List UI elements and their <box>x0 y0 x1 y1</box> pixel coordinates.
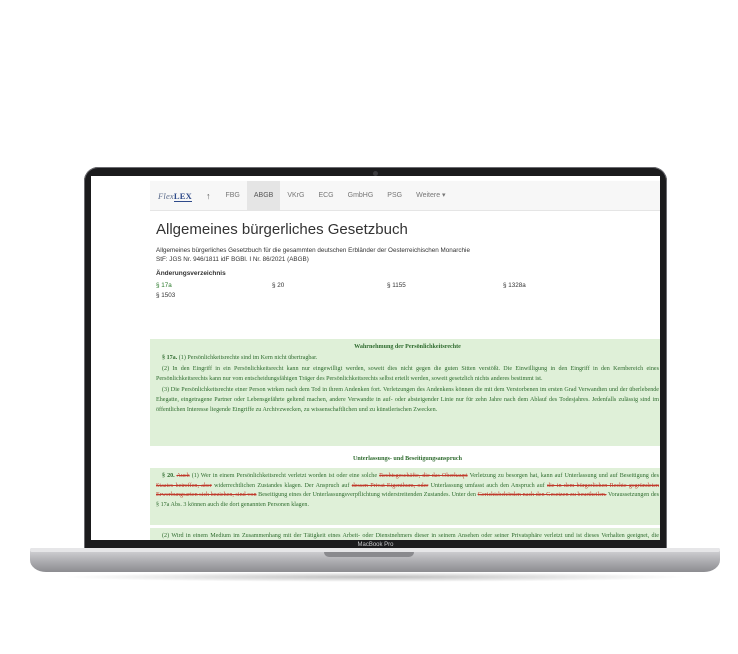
laptop-notch <box>324 552 414 557</box>
inserted-text: (1) Wer in einem Persönlichkeitsrecht verletzt worden ist oder eine solche <box>191 473 378 479</box>
inserted-text: Beseitigung eines der Unterlassungsverpflichtung widerstreitenden Zustandes. Unter den <box>258 492 476 499</box>
deleted-text: Staates betreffen, aber <box>156 482 212 489</box>
inserted-text: Verletzung zu besorgen hat, kann auf Unterlassung und auf Beseitigung des <box>469 473 659 479</box>
brand-suffix: LEX <box>173 190 192 201</box>
deleted-text: Gerichtsbehörden nach den Gesetzen zu beurtheilen. <box>477 492 607 499</box>
nav-item-vkrg[interactable]: VKrG <box>287 192 305 199</box>
navbar-bar <box>150 181 660 211</box>
paragraph-text: (1) Persönlichkeitsrechte sind im Kern nicht übertragbar. <box>178 354 318 361</box>
laptop-shadow <box>60 572 690 582</box>
nav-item-weitere-dropdown[interactable]: Weitere ▾ <box>416 192 446 199</box>
section-20-p2 <box>150 528 660 540</box>
change-link-1155[interactable]: § 1155 <box>387 282 406 289</box>
section-17a <box>150 339 660 446</box>
inserted-text: widerrechtlichen Zustandes klagen. Der Anspruch auf <box>214 482 350 489</box>
page-subtitle: Allgemeines bürgerliches Gesetzbuch für die gesammten deutschen Erbländer der Oesterreichischen Monarchie <box>156 247 470 254</box>
change-link-1328a[interactable]: § 1328a <box>503 282 526 289</box>
deleted-text: dessen Privat-Eigenthum, oder <box>351 482 429 489</box>
deleted-text: die in dem bürgerlichen Rechte gegründeten Erwerbungsarten sich beziehen, sind von <box>156 482 660 499</box>
section-heading-20: Unterlassungs- und Beseitigungsanspruch <box>352 456 463 462</box>
nav-item-gmbhg[interactable]: GmbHG <box>347 192 374 199</box>
paragraph: (2) In den Eingriff in ein Persönlichkeitsrecht kann nur eingewilligt werden, soweit dies nicht gegen die guten Sitten verstößt. Die Einwilligung in den Eingriff in den Kernbereich eines Persönlichkeitsrechts kann nur vom entscheidungsfähigen Träger des Persönlichkeitsrechts selbst erteilt werden, soweit gesetzlich nichts anderes bestimmt ist. <box>156 366 659 382</box>
up-arrow-icon[interactable]: ↑ <box>205 190 211 201</box>
nav-item-abgb[interactable]: ABGB <box>247 181 280 210</box>
paragraph: (2) Wird in einem Medium im Zusammenhang mit der Tätigkeit eines Arbeit- oder Dienstnehmers dieser in seinem Ansehen oder seiner Privatsphäre verletzt und ist dieses Verhalten geeignet, die <box>162 533 659 539</box>
changes-heading: Änderungsverzeichnis <box>156 270 226 277</box>
inserted-text: Voraussetzungen des § 17a Abs. 3 können auch die dort genannten Personen klagen. <box>156 492 659 508</box>
navbar <box>150 181 660 210</box>
change-link-20[interactable]: § 20 <box>272 282 285 289</box>
nav-item-ecg[interactable]: ECG <box>318 192 334 199</box>
paragraph-number: § 20. <box>162 473 175 479</box>
paragraph-number: § 17a. <box>162 354 178 361</box>
page-title: Allgemeines bürgerliches Gesetzbuch <box>156 221 408 238</box>
device-label: MacBook Pro <box>357 542 394 548</box>
nav-item-fbg[interactable]: FBG <box>225 192 240 199</box>
brand-prefix: Flex <box>158 190 174 201</box>
section-heading: Wahrnehmung der Persönlichkeitsrechte <box>354 344 461 350</box>
laptop-screen <box>91 176 660 540</box>
nav-item-psg[interactable]: PSG <box>387 192 403 199</box>
paragraph: (3) Die Persönlichkeitsrechte einer Person wirken nach dem Tod in ihrem Andenken fort. Verletzungen des Andenkens können die mit dem Verstorbenen im ersten Grad Verwandten und der überlebende Ehegatte, eingetragene Partner oder Lebensgefährte geltend machen, andere Verwandte in auf- oder absteigender Linie nur für zehn Jahre nach dem Ablauf des Todesjahres. Jedenfalls zulässig sind im öffentlichen Interesse liegende Eingriffe zu Archivzwecken, zu wissenschaftlichen und zu künstlerischen Zwecken. <box>156 387 659 413</box>
paragraph <box>156 472 659 510</box>
deleted-text: Auch <box>176 473 190 479</box>
deleted-text: Rechtsgeschäfte, die das Oberhaupt <box>379 473 468 479</box>
brand-logo[interactable] <box>158 191 192 201</box>
section-20-p1 <box>150 468 660 525</box>
inserted-text: Unterlassung umfasst auch den Anspruch auf <box>430 482 545 489</box>
paragraph <box>156 354 659 364</box>
page-source: StF: JGS Nr. 946/1811 idF BGBl. I Nr. 86/2021 (ABGB) <box>156 256 309 263</box>
change-link-1503[interactable]: § 1503 <box>156 292 176 299</box>
change-link-17a[interactable]: § 17a <box>156 282 172 289</box>
